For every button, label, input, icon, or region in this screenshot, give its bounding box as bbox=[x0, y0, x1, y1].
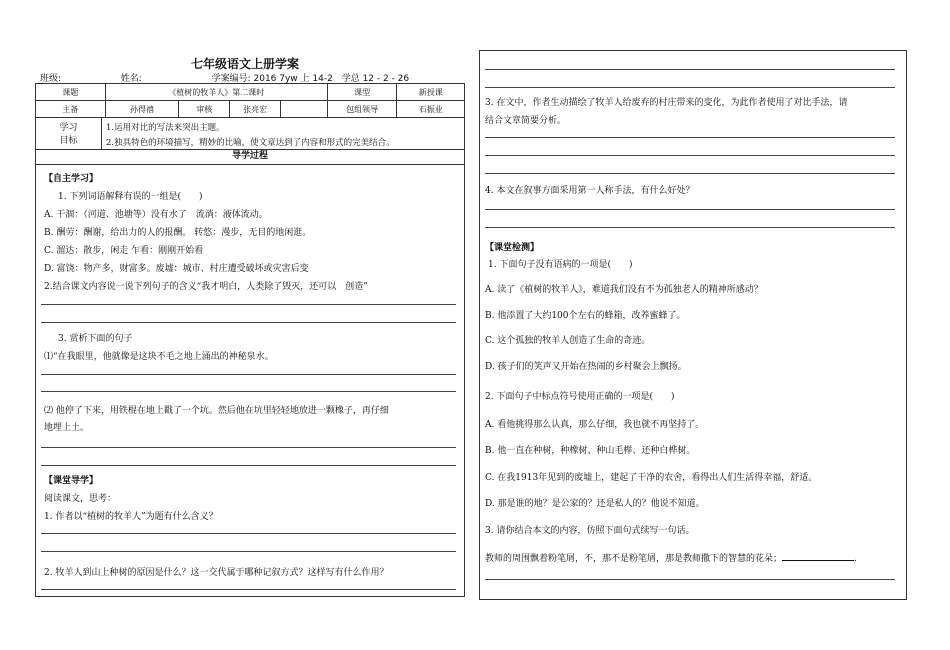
question-3-1: ⑴“在我眼里，他就像是这块不毛之地上涌出的神秘泉水。 bbox=[44, 352, 274, 362]
class-label: 班级: bbox=[40, 74, 62, 84]
answer-line[interactable] bbox=[485, 137, 895, 138]
lead-label: 主备 bbox=[36, 101, 106, 118]
read-instruction: 阅读课文，思考： bbox=[44, 494, 117, 504]
group-label: 包组领导 bbox=[327, 101, 397, 118]
classroom-test-heading: 【课堂检测】 bbox=[485, 243, 540, 253]
question-3-contrast: 3. 在文中，作者生动描绘了牧羊人给废弃的村庄带来的变化，为此作者使用了对比手法，请 bbox=[485, 98, 848, 108]
goals-label bbox=[36, 117, 102, 149]
process-title: 导学过程 bbox=[35, 150, 465, 165]
empty-cell bbox=[281, 101, 328, 118]
name-label: 姓名: bbox=[120, 74, 142, 84]
total-label: 学总 12 - 2 - 26 bbox=[341, 74, 410, 84]
answer-line[interactable] bbox=[41, 465, 456, 466]
right-content-box bbox=[479, 50, 907, 600]
option-d: D. 富饶：物产多，财富多。废墟：城市、村庄遭受破坏或灾害后变 bbox=[44, 264, 309, 274]
left-content-box bbox=[35, 165, 465, 597]
test-2-option-c: C. 在我1913年见到的废墟上，建起了干净的农舍，看得出人们生活得幸福，舒适。 bbox=[485, 473, 818, 483]
topic-label: 课题 bbox=[36, 84, 106, 101]
test-question-3: 3. 请你结合本文的内容，仿照下面句式续写一句话。 bbox=[485, 526, 695, 536]
review-value: 张亮宏 bbox=[230, 101, 281, 118]
question-2: 2.结合课文内容说一说下列句子的含义“我才明白，人类除了毁灭，还可以 创造” bbox=[44, 282, 368, 292]
code-label: 学案编号: 2016 7yw 上 14-2 bbox=[211, 74, 333, 84]
test-2-option-b: B. 他一直在种树，种橡树、种山毛榉、还种白桦树。 bbox=[485, 446, 696, 456]
review-label: 审核 bbox=[179, 101, 230, 118]
answer-line[interactable] bbox=[41, 551, 456, 552]
question-1: 1. 下列词语解释有误的一组是( ) bbox=[58, 192, 203, 202]
answer-line[interactable] bbox=[41, 322, 456, 323]
classroom-guide-heading: 【课堂导学】 bbox=[44, 476, 99, 486]
document-title: 七年级语文上册学案 bbox=[190, 57, 299, 71]
test-question-1: 1. 下面句子没有语病的一项是( ) bbox=[488, 260, 633, 270]
answer-line[interactable] bbox=[485, 209, 895, 210]
answer-line[interactable] bbox=[485, 173, 895, 174]
topic-value: 《植树的牧羊人》第二课时 bbox=[105, 84, 327, 101]
option-b: B. 酬劳：酬谢，给出力的人的报酬。 转悠：漫步，无目的地闲逛。 bbox=[44, 228, 312, 238]
answer-line[interactable] bbox=[485, 579, 895, 580]
answer-line[interactable] bbox=[485, 227, 895, 228]
test-1-option-b: B. 他添置了大约100个左右的蜂箱，改养蜜蜂了。 bbox=[485, 311, 686, 321]
answer-line[interactable] bbox=[485, 87, 895, 88]
type-value: 新授课 bbox=[397, 84, 465, 101]
header-table bbox=[35, 83, 465, 118]
answer-line[interactable] bbox=[485, 155, 895, 156]
option-a: A. 干涸：（河道、池塘等）没有水了 流淌：液体流动。 bbox=[44, 210, 268, 220]
test-1-option-a: A. 读了《植树的牧羊人》，难道我们没有不为孤独老人的精神所感动？ bbox=[485, 285, 763, 295]
imitation-sentence-text: 教师的周围飘着粉笔屑，不，那不是粉笔屑，那是教师撒下的智慧的花朵； bbox=[485, 554, 783, 564]
self-study-heading: 【自主学习】 bbox=[44, 174, 99, 184]
option-c: C. 溜达：散步，闲走 乍看：刚刚开始看 bbox=[44, 246, 204, 256]
goal-item: 2.独具特色的环境描写，精妙的比喻，使文章达到了内容和形式的完美结合。 bbox=[106, 138, 395, 148]
period-mark: . bbox=[854, 554, 857, 564]
test-1-option-d: D. 孩子们的笑声又开始在热闹的乡村聚会上飘扬。 bbox=[485, 362, 687, 372]
answer-line[interactable] bbox=[485, 69, 895, 70]
guide-question-1: 1. 作者以“植树的牧羊人”为题有什么含义？ bbox=[44, 512, 218, 522]
type-label: 课型 bbox=[327, 84, 397, 101]
goals-label-line1: 学习 bbox=[59, 123, 78, 133]
test-1-option-c: C. 这个孤独的牧羊人创造了生命的奇迹。 bbox=[485, 336, 651, 346]
answer-line[interactable] bbox=[41, 589, 456, 590]
goal-item: 1.运用对比的写法来突出主题。 bbox=[106, 123, 225, 133]
question-3-2: ⑵ 他停了下来，用铁棍在地上戳了一个坑。然后他在坑里轻轻地放进一颗橡子，再仔细 bbox=[44, 406, 389, 416]
answer-line[interactable] bbox=[41, 533, 456, 534]
question-4: 4. 本文在叙事方面采用第一人称手法，有什么好处？ bbox=[485, 186, 695, 196]
test-2-option-a: A. 看他挑得那么认真，那么仔细，我也就不再坚持了。 bbox=[485, 420, 705, 430]
test-question-2: 2. 下面句子中标点符号使用正确的一项是( ) bbox=[485, 392, 675, 402]
answer-line[interactable] bbox=[41, 391, 456, 392]
fill-in-blank[interactable] bbox=[782, 552, 854, 561]
answer-line[interactable] bbox=[41, 304, 456, 305]
goals-label-line2: 目标 bbox=[59, 136, 78, 146]
question-3-2-cont: 地埋上土。 bbox=[44, 423, 90, 433]
answer-line[interactable] bbox=[41, 447, 456, 448]
learning-goals bbox=[35, 117, 465, 150]
question-3-contrast-cont: 结合文章简要分析。 bbox=[485, 116, 567, 126]
imitation-sentence bbox=[485, 551, 857, 564]
group-value: 石振业 bbox=[397, 101, 465, 118]
question-3: 3. 赏析下面的句子 bbox=[58, 334, 133, 344]
answer-line[interactable] bbox=[41, 374, 456, 375]
test-2-option-d: D. 那是谁的地？是公家的？还是私人的？他说不知道。 bbox=[485, 499, 705, 509]
lead-value: 孙得禧 bbox=[105, 101, 179, 118]
guide-question-2: 2. 牧羊人到山上种树的原因是什么？这一交代属于哪种记叙方式？这样写有什么作用？ bbox=[44, 568, 389, 578]
